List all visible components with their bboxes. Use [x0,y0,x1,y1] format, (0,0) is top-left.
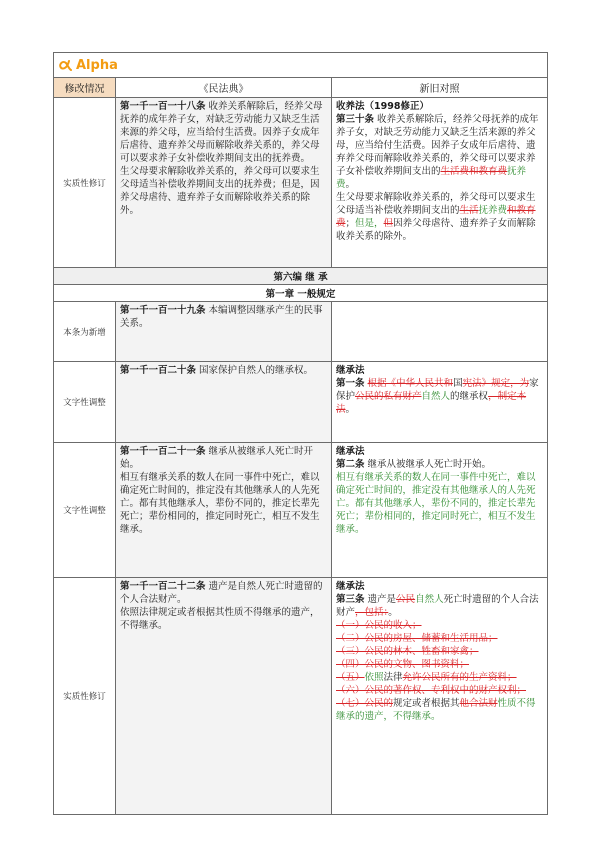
added-text: 自然人 [421,391,451,402]
article-text: 本编调整因继承产生的民事关系。 [120,305,323,329]
old-text: 继承从被继承人死亡时开始。 [364,459,492,470]
deleted-list-item: （二）公民的房屋、储蓄和生活用品； [336,633,498,644]
comparison-cell [332,302,548,362]
deleted-list-item: （六）公民的著作权、专利权中的财产权利； [336,685,527,696]
old-law-title: 继承法 [336,365,365,376]
deleted-text: （七）公民的 [336,698,394,709]
comparison-cell [332,443,548,578]
comparison-table [53,52,548,815]
deleted-list-item: （一）公民的收入； [336,620,422,631]
civil-code-cell [116,443,332,578]
deleted-text: 生活费和教育费 [440,166,508,177]
table-header [54,78,548,98]
article-number: 第一千一百一十九条 [120,305,206,316]
article-text: 收养关系解除后，经养父母抚养的成年养子女，对缺乏劳动能力又缺乏生活来源的养父母，应当给付生活费。因养子女成年后虐待、遗弃养父母而解除收养关系的，养父母可以要求养子女补偿收养期间支出的抚养费。 [120,101,323,164]
added-text: 相互有继承关系的数人在同一事件中死亡，难以确定死亡时间的，推定没有其他继承人的人先死亡。都有其他继承人，辈份不同的，推定长辈先死亡；辈份相同的，推定同时死亡，相互不发生继承。 [336,472,536,535]
deleted-text: 根据《中华人民共和 [367,378,454,389]
article-number: 第一千一百二十一条 [120,446,206,457]
brand [54,53,547,77]
deleted-text: 宪法》规定，为 [462,378,530,389]
deleted-text: 生活 [459,205,479,216]
article-text: 生父母要求解除收养关系的，养父母可以要求生父母适当补偿收养期间支出的抚养费；但是，因养父母虐待、遗弃养子女而解除收养关系的除外。 [120,166,320,216]
row-status-label: 文字性调整 [54,362,116,443]
civil-code-cell [116,98,332,268]
article-text: 遗产是自然人死亡时遗留的个人合法财产。 [120,581,323,605]
article-text: 国家保护自然人的继承权。 [196,365,314,376]
old-text: 家保护 [336,378,539,402]
deleted-text: 公民 [396,594,416,605]
chapter-heading: 第一章 一般规定 [54,285,548,302]
old-text: 遗产是 [364,594,397,605]
table-row [54,98,548,268]
civil-code-cell [116,362,332,443]
deleted-text: 公民的私有财产 [355,391,422,402]
part-heading: 第六编 继 承 [54,268,548,285]
deleted-text: ，制定本法 [336,391,527,415]
added-text: 性质不得继承的遗产，不得继承。 [336,698,536,722]
old-text: ； [345,218,356,229]
deleted-list-item: （三）公民的林木、牲畜和家禽； [336,646,479,657]
article-text: 相互有继承关系的数人在同一事件中死亡，难以确定死亡时间的，推定没有其他继承人的人先死亡。都有其他继承人，辈份不同的，推定长辈先死亡；辈份相同的，推定同时死亡，相互不发生继承。 [120,472,320,535]
deleted-text: 和教育费 [336,205,536,229]
alpha-logo-icon [58,59,72,71]
civil-code-cell [116,578,332,815]
article-number: 第一千一百二十二条 [120,581,206,592]
old-text: 因养父母虐待、遗弃养子女而解除收养关系的除外。 [336,218,536,242]
old-text: 规定或者根据其 [393,698,460,709]
added-text: 依照 [364,672,384,683]
old-law-title: 继承法 [336,446,365,457]
article-number: 第一条 [336,378,365,389]
row-status-label: 实质性修订 [54,578,116,815]
old-text: 。 [345,404,356,415]
added-text: 但是， [355,218,384,229]
old-text: 。 [345,179,356,190]
comparison-cell [332,578,548,815]
article-text: 继承从被继承人死亡时开始。 [120,446,314,470]
article-number: 第二条 [336,459,365,470]
article-number: 第一千一百一十八条 [120,101,206,112]
row-status-label: 本条为新增 [54,302,116,362]
old-text: 的继承权 [450,391,489,402]
old-law-title: 收养法（1998修正） [336,101,429,112]
deleted-text: （五） [336,672,365,683]
section-row [54,285,548,302]
added-text: 自然人 [415,594,444,605]
table-row [54,578,548,815]
comparison-cell [332,362,548,443]
deleted-list-item: （四）公民的文物、图书资料； [336,659,470,670]
comparison-cell [332,98,548,268]
added-text: 抚养费 [336,166,527,190]
article-number: 第一千一百二十条 [120,365,197,376]
article-text: 依照法律规定或者根据其性质不得继承的遗产，不得继承。 [120,607,320,631]
row-status-label: 文字性调整 [54,443,116,578]
old-text: 生父母要求解除收养关系的，养父母可以要求生父母适当补偿收养期间支出的 [336,192,536,216]
deleted-text: 允许公民所有的生产资料； [402,672,517,683]
old-law-title: 继承法 [336,581,365,592]
section-row [54,268,548,285]
brand-name: Alpha [76,57,118,73]
added-text: 抚养费 [478,205,508,216]
page [53,52,547,815]
old-text: 死亡时遗留的个人合法财产 [336,594,539,618]
deleted-text: 他合法财 [459,698,498,709]
table-row [54,362,548,443]
old-text: 法律 [383,672,403,683]
civil-code-cell [116,302,332,362]
old-text: 国 [453,378,463,389]
header-comparison: 新旧对照 [332,78,548,98]
header-status: 修改情况 [54,78,116,98]
old-text: 。 [388,607,398,618]
brand-row [54,53,548,78]
article-number: 第三条 [336,594,365,605]
table-row [54,443,548,578]
deleted-text: ，包括： [355,607,389,618]
article-number: 第三十条 [336,114,375,125]
table-row [54,302,548,362]
row-status-label: 实质性修订 [54,98,116,268]
deleted-text: 但 [383,218,394,229]
old-text: 收养关系解除后，经养父母抚养的成年养子女，对缺乏劳动能力又缺乏生活来源的养父母，应当给付生活费。因养子女成年后虐待、遗弃养父母而解除收养关系的，养父母可以要求养子女补偿收养期间支出的 [336,114,539,177]
header-civil-code: 《民法典》 [116,78,332,98]
